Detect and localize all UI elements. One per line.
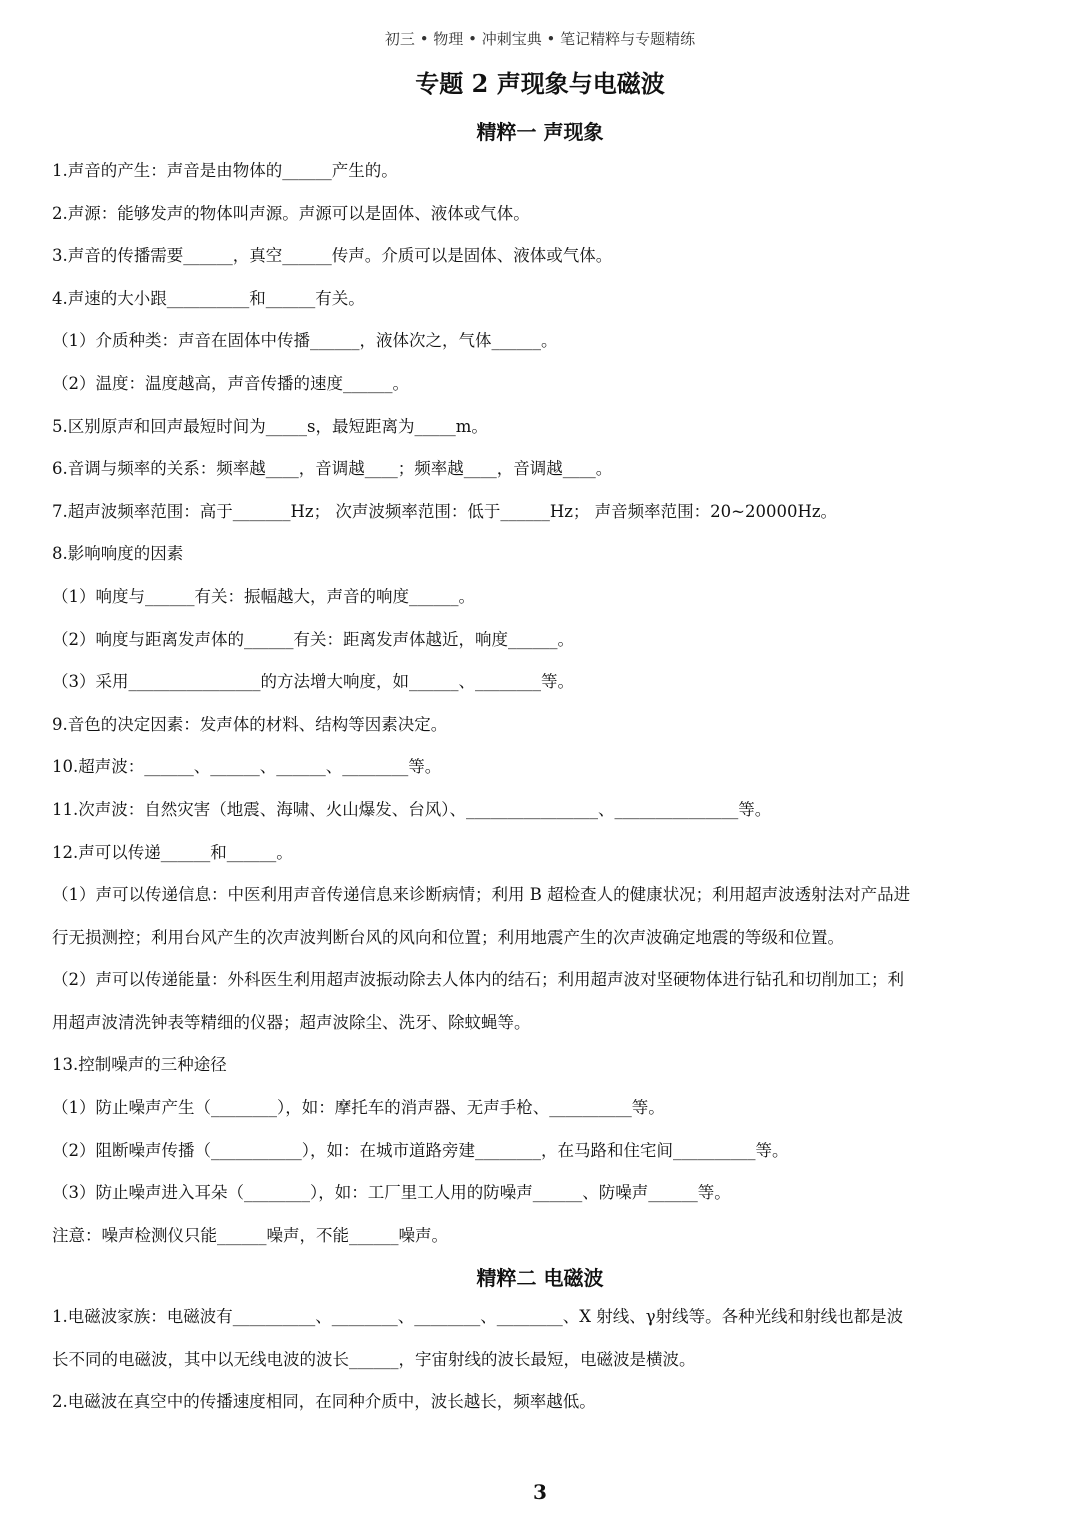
text-line: 8.影响响度的因素 bbox=[52, 544, 184, 564]
text-line: （2）响度与距离发声体的______有关：距离发声体越近，响度______。 bbox=[52, 629, 574, 649]
text-line: （1）防止噪声产生（________），如：摩托车的消声器、无声手枪、__________等。 bbox=[52, 1098, 665, 1118]
text-line: 行无损测控；利用台风产生的次声波判断台风的风向和位置；利用地震产生的次声波确定地震的等级和位置。 bbox=[52, 927, 844, 947]
text-line: 9.音色的决定因素：发声体的材料、结构等因素决定。 bbox=[52, 714, 448, 734]
text-line: 2.电磁波在真空中的传播速度相同，在同种介质中，波长越长，频率越低。 bbox=[52, 1392, 596, 1412]
text-line: 4.声速的大小跟__________和______有关。 bbox=[52, 288, 365, 308]
text-line: （3）采用________________的方法增大响度，如______、________等。 bbox=[52, 672, 574, 692]
running-header: 初三 • 物理 • 冲刺宝典 • 笔记精粹与专题精练 bbox=[384, 30, 696, 48]
text-line: 5.区别原声和回声最短时间为_____s，最短距离为_____m。 bbox=[52, 416, 488, 436]
text-line: （1）介质种类：声音在固体中传播______，液体次之，气体______。 bbox=[52, 331, 558, 351]
text-line: 10.超声波：______、______、______、________等。 bbox=[52, 757, 442, 777]
text-line: （3）防止噪声进入耳朵（________），如：工厂里工人用的防噪声______、防噪声______等。 bbox=[52, 1183, 731, 1203]
text-line: （1）声可以传递信息：中医利用声音传递信息来诊断病情；利用 B 超检查人的健康状况；利用超声波透射法对产品进 bbox=[52, 885, 911, 905]
text-line: （2）阻断噪声传播（___________），如：在城市道路旁建________，在马路和住宅间__________等。 bbox=[52, 1140, 789, 1160]
text-line: 7.超声波频率范围：高于_______Hz； 次声波频率范围：低于______Hz； 声音频率范围：20~20000Hz。 bbox=[52, 501, 838, 521]
text-line: （2）声可以传递能量：外科医生利用超声波振动除去人体内的结石；利用超声波对坚硬物体进行钻孔和切削加工；利 bbox=[52, 970, 904, 990]
text-line: 11.次声波：自然灾害（地震、海啸、火山爆发、台风）、________________、_______________等。 bbox=[52, 799, 772, 819]
text-line: 注意：噪声检测仪只能______噪声，不能______噪声。 bbox=[52, 1225, 448, 1245]
text-line: 6.音调与频率的关系：频率越____，音调越____；频率越____，音调越____。 bbox=[52, 459, 613, 479]
text-line: 2.声源：能够发声的物体叫声源。声源可以是固体、液体或气体。 bbox=[52, 203, 530, 223]
section-title-sound: 精粹一 声现象 bbox=[476, 120, 604, 144]
topic-title: 专题 2 声现象与电磁波 bbox=[415, 69, 665, 98]
text-line: （1）响度与______有关：振幅越大，声音的响度______。 bbox=[52, 586, 475, 606]
text-line: 3.声音的传播需要______，真空______传声。介质可以是固体、液体或气体。 bbox=[52, 246, 613, 266]
section-body-em-waves bbox=[52, 1296, 1042, 1424]
text-line: 1.声音的产生：声音是由物体的______产生的。 bbox=[52, 161, 398, 180]
section-body-sound bbox=[52, 150, 1042, 1257]
text-line: 1.电磁波家族：电磁波有__________、________、________、________、X 射线、γ射线等。各种光线和射线也都是波 bbox=[52, 1307, 904, 1326]
section-title-em-waves: 精粹二 电磁波 bbox=[476, 1266, 604, 1290]
text-line: 12.声可以传递______和______。 bbox=[52, 842, 293, 862]
text-line: （2）温度：温度越高，声音传播的速度______。 bbox=[52, 373, 409, 393]
text-line: 用超声波清洗钟表等精细的仪器；超声波除尘、洗牙、除蚊蝇等。 bbox=[52, 1012, 531, 1032]
text-line: 长不同的电磁波，其中以无线电波的波长______，宇宙射线的波长最短，电磁波是横波。 bbox=[52, 1349, 696, 1369]
page-number: 3 bbox=[533, 1480, 547, 1504]
text-line: 13.控制噪声的三种途径 bbox=[52, 1055, 227, 1075]
